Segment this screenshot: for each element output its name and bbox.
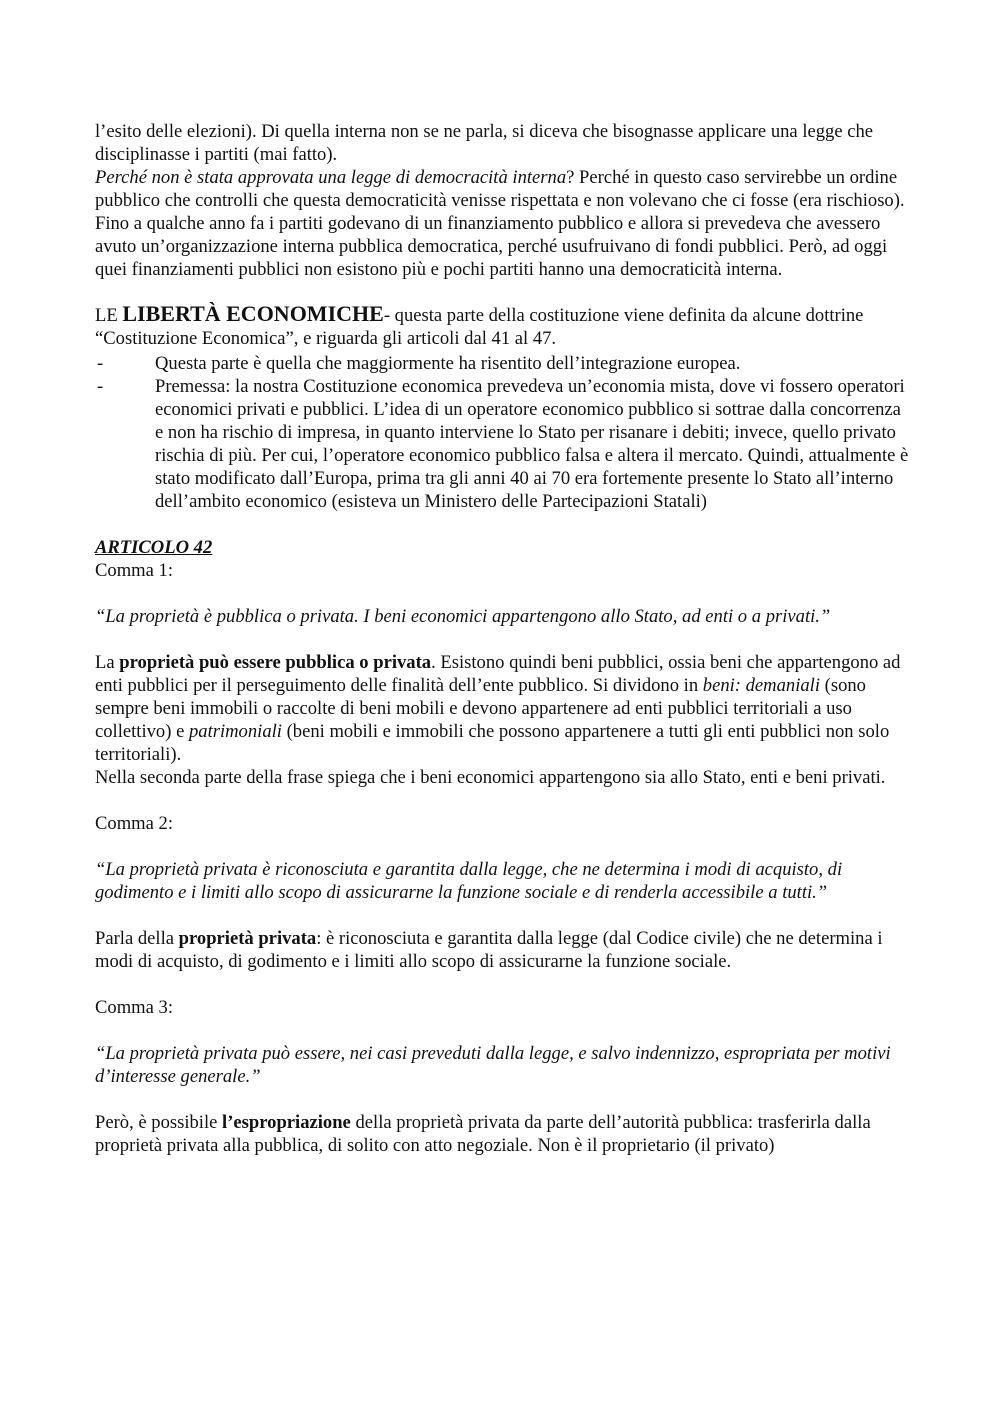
bold-term: proprietà privata [178,928,317,949]
comma1-quote: “La proprietà è pubblica o privata. I beni economici appartengono allo Stato, ad enti o a privati.” [95,606,831,627]
text-run: Parla della [95,928,179,949]
intro-paragraph-2 [95,166,910,212]
text-run: . Esistono quindi beni pubblici, ossia beni che appartengono ad enti pubblici per il perseguimento delle finalità dell’ente pubblico. Si dividono in [95,652,901,696]
spacer [95,1019,910,1042]
comma2-quote: “La proprietà privata è riconosciuta e garantita dalla legge, che ne determina i modi di acquisto, di godimento e i limiti allo scopo di assicurarne la funzione sociale e di renderla accessibile a tutti.” [95,859,843,903]
text-run: Però, è possibile [95,1112,223,1133]
section-intro-text: - questa parte della costituzione viene definita da alcune dottrine “Costituzione Economica”, e riguarda gli articoli dal 41 al 47. [95,305,864,349]
spacer [95,789,910,812]
bold-term: l’espropriazione [222,1112,351,1133]
text-run: La [95,652,120,673]
intro-answer: ? Perché in questo caso servirebbe un ordine pubblico che controlli che questa democraticità venisse rispettata e non volevano che ci fosse (era rischioso). [95,167,905,211]
comma1-paragraph-2: Nella seconda parte della frase spiega che i beni economici appartengono sia allo Stato, enti e beni privati. [95,767,886,788]
document-page [95,120,910,1157]
spacer [95,904,910,927]
text-run: (sono sempre beni immobili o raccolte di beni mobili e devono appartenere ad enti pubblici territoriali a uso collettivo) e [95,675,866,742]
text-run: della proprietà privata da parte dell’autorità pubblica: trasferirla dalla proprietà privata alla pubblica, di solito con atto negoziale. Non è il proprietario (il privato) [95,1112,871,1156]
text-run: : è riconosciuta e garantita dalla legge (dal Codice civile) che ne determina i modi di acquisto, di godimento e i limiti allo scopo di assicurarne la funzione sociale. [95,928,883,972]
comma3-label: Comma 3: [95,997,173,1018]
italic-term: beni: demaniali [702,675,820,696]
intro-question: Perché non è stata approvata una legge di democracità interna [95,167,567,188]
comma3-quote: “La proprietà privata può essere, nei casi preveduti dalla legge, e salvo indennizzo, espropriata per motivi d’interesse generale.” [95,1043,891,1087]
spacer [95,973,910,996]
comma3-paragraph [95,1111,910,1157]
section-intro [95,302,910,350]
section-title: LIBERTÀ ECONOMICHE [122,301,384,326]
spacer [95,835,910,858]
intro-paragraph-1: l’esito delle elezioni). Di quella interna non se ne parla, si diceva che bisognasse applicare una legge che disciplinasse i partiti (mai fatto). [95,121,874,165]
bullet-list [95,352,910,513]
text-run: (beni mobili e immobili che possono appartenere a tutti gli enti pubblici non solo territoriali). [95,721,890,765]
spacer [95,582,910,605]
section-prefix: LE [95,305,123,326]
spacer [95,513,910,536]
spacer [95,1088,910,1111]
comma2-label: Comma 2: [95,813,173,834]
bold-term: proprietà può essere pubblica o privata [119,652,432,673]
article-title: ARTICOLO 42 [95,537,213,558]
italic-term: patrimoniali [188,721,282,742]
comma2-paragraph [95,927,910,973]
comma1-label: Comma 1: [95,560,173,581]
spacer [95,628,910,651]
list-item: - Questa parte è quella che maggiormente ha risentito dell’integrazione europea. [155,352,910,375]
intro-paragraph-3: Fino a qualche anno fa i partiti godevano di un finanziamento pubblico e allora si prevedeva che avessero avuto un’organizzazione interna pubblica democratica, perché usufruivano di fondi pubblici. Però, ad oggi quei finanziamenti pubblici non esistono più e pochi partiti hanno una democraticità interna. [95,213,888,280]
comma1-paragraph-1 [95,651,910,766]
list-item: - Premessa: la nostra Costituzione economica prevedeva un’economia mista, dove vi fossero operatori economici privati e pubblici. L’idea di un operatore economico pubblico si sottrae dalla concorrenza e non ha rischio di impresa, in quanto interviene lo Stato per risanare i debiti; invece, quello privato rischia di più. Per cui, l’operatore economico pubblico falsa e altera il mercato. Quindi, attualmente è stato modificato dall’Europa, prima tra gli anni 40 ai 70 era fortemente presente lo Stato all’interno dell’ambito economico (esisteva un Ministero delle Partecipazioni Statali) [155,375,910,513]
